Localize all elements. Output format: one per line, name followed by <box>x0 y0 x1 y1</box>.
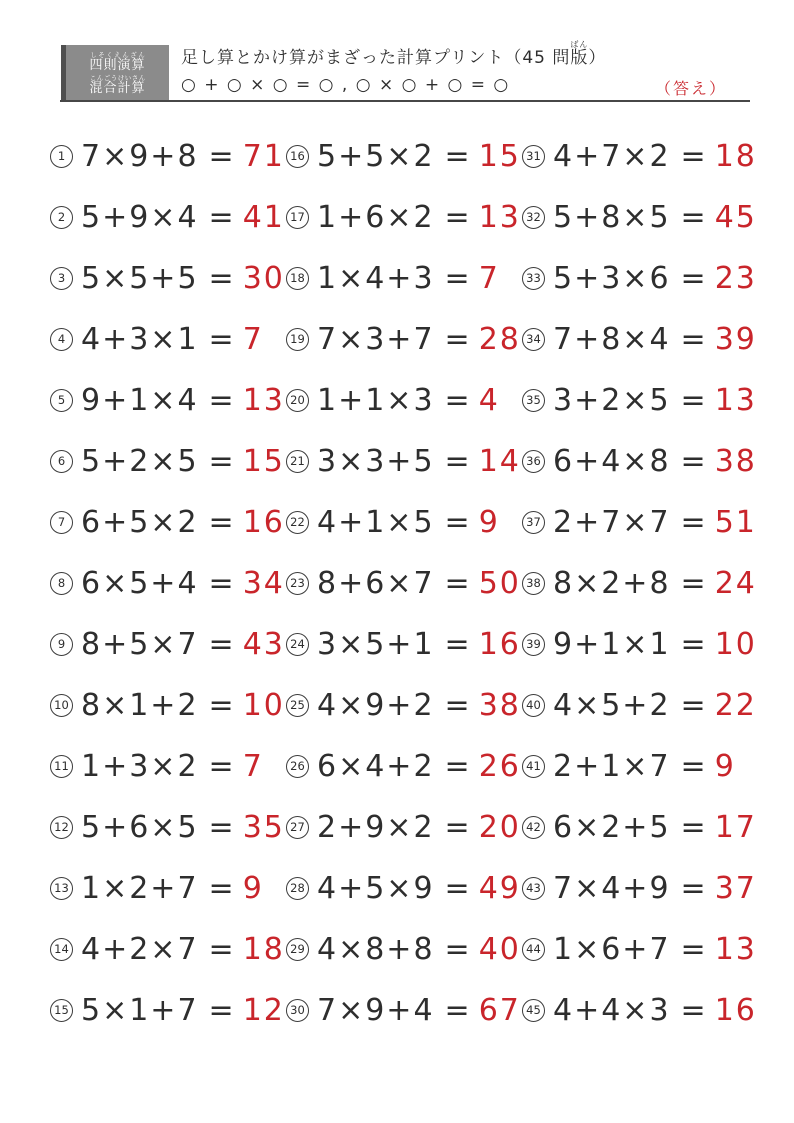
problem-number: 6 <box>50 450 73 473</box>
problem-number: 34 <box>522 328 545 351</box>
equals-sign: = <box>208 261 234 296</box>
problem-answer: 35 <box>242 810 285 845</box>
equals-sign: = <box>444 871 470 906</box>
problem-answer: 10 <box>714 627 757 662</box>
problem-expression: 8×2+8 <box>553 566 671 601</box>
problem-number: 30 <box>286 999 309 1022</box>
problem-expression: 1+6×2 <box>317 200 435 235</box>
problem-answer: 43 <box>242 627 285 662</box>
worksheet-subtitle: ○ + ○ × ○ = ○ , ○ × ○ + ○ = ○ <box>181 75 510 96</box>
equals-sign: = <box>444 810 470 845</box>
problem-row <box>50 675 286 736</box>
problem-number: 31 <box>522 145 545 168</box>
problem-row <box>50 126 286 187</box>
problem-number: 9 <box>50 633 73 656</box>
problem-row <box>522 248 758 309</box>
problem-expression: 5×5+5 <box>81 261 199 296</box>
problem-answer: 38 <box>478 688 521 723</box>
problem-answer: 41 <box>242 200 285 235</box>
problem-answer: 24 <box>714 566 757 601</box>
problem-answer: 16 <box>714 993 757 1028</box>
problem-row <box>286 187 522 248</box>
problem-number: 15 <box>50 999 73 1022</box>
problem-number: 39 <box>522 633 545 656</box>
problem-row <box>50 614 286 675</box>
problem-expression: 4+4×3 <box>553 993 671 1028</box>
problem-expression: 1+1×3 <box>317 383 435 418</box>
problem-expression: 6+4×8 <box>553 444 671 479</box>
problem-answer: 23 <box>714 261 757 296</box>
problem-number: 13 <box>50 877 73 900</box>
problem-row <box>50 919 286 980</box>
problem-number: 22 <box>286 511 309 534</box>
equals-sign: = <box>444 444 470 479</box>
problem-row <box>286 736 522 797</box>
header-divider <box>60 100 750 102</box>
problem-answer: 22 <box>714 688 757 723</box>
problem-answer: 12 <box>242 993 285 1028</box>
problem-row <box>286 919 522 980</box>
problem-number: 16 <box>286 145 309 168</box>
problem-number: 33 <box>522 267 545 290</box>
problem-expression: 1+3×2 <box>81 749 199 784</box>
equals-sign: = <box>444 688 470 723</box>
problem-row <box>286 431 522 492</box>
equals-sign: = <box>444 627 470 662</box>
problem-row <box>522 309 758 370</box>
equals-sign: = <box>208 810 234 845</box>
problem-answer: 20 <box>478 810 521 845</box>
equals-sign: = <box>680 993 706 1028</box>
problem-answer: 13 <box>714 383 757 418</box>
equals-sign: = <box>444 139 470 174</box>
equals-sign: = <box>680 871 706 906</box>
header-titles <box>181 40 606 95</box>
problem-expression: 1×4+3 <box>317 261 435 296</box>
problem-row <box>286 309 522 370</box>
problem-number: 25 <box>286 694 309 717</box>
equals-sign: = <box>444 322 470 357</box>
problem-answer: 45 <box>714 200 757 235</box>
equals-sign: = <box>444 505 470 540</box>
problem-expression: 9+1×4 <box>81 383 199 418</box>
problem-answer: 28 <box>478 322 521 357</box>
problem-row <box>522 980 758 1041</box>
worksheet-title: 足し算とかけ算がまざった計算プリント（45 問版ばん） <box>181 40 607 68</box>
problem-expression: 6×4+2 <box>317 749 435 784</box>
problem-number: 7 <box>50 511 73 534</box>
equals-sign: = <box>680 688 706 723</box>
problem-number: 8 <box>50 572 73 595</box>
equals-sign: = <box>208 444 234 479</box>
problem-number: 36 <box>522 450 545 473</box>
problem-number: 11 <box>50 755 73 778</box>
equals-sign: = <box>208 932 234 967</box>
problem-expression: 5+3×6 <box>553 261 671 296</box>
problem-answer: 26 <box>478 749 521 784</box>
problem-expression: 5×1+7 <box>81 993 199 1028</box>
problem-number: 24 <box>286 633 309 656</box>
problem-number: 40 <box>522 694 545 717</box>
problem-answer: 49 <box>478 871 521 906</box>
problem-answer: 16 <box>478 627 521 662</box>
problem-answer: 13 <box>478 200 521 235</box>
problem-number: 18 <box>286 267 309 290</box>
problem-number: 28 <box>286 877 309 900</box>
problem-expression: 5+9×4 <box>81 200 199 235</box>
equals-sign: = <box>680 566 706 601</box>
problem-number: 38 <box>522 572 545 595</box>
problem-row <box>286 492 522 553</box>
problem-number: 32 <box>522 206 545 229</box>
problem-row <box>522 370 758 431</box>
problem-row <box>286 858 522 919</box>
badge-line-kongo: 混合計算こんごうけいさん <box>89 73 146 96</box>
problem-row <box>522 187 758 248</box>
problem-number: 17 <box>286 206 309 229</box>
equals-sign: = <box>208 688 234 723</box>
equals-sign: = <box>680 444 706 479</box>
equals-sign: = <box>680 261 706 296</box>
problem-expression: 1×6+7 <box>553 932 671 967</box>
equals-sign: = <box>208 200 234 235</box>
problem-answer: 34 <box>242 566 285 601</box>
problem-row <box>50 980 286 1041</box>
problem-row <box>50 797 286 858</box>
problem-answer: 17 <box>714 810 757 845</box>
problem-row <box>522 126 758 187</box>
category-badge <box>61 45 169 101</box>
problem-number: 19 <box>286 328 309 351</box>
problem-row <box>522 492 758 553</box>
problem-expression: 8+5×7 <box>81 627 199 662</box>
problem-expression: 9+1×1 <box>553 627 671 662</box>
problem-expression: 7×4+9 <box>553 871 671 906</box>
problem-number: 37 <box>522 511 545 534</box>
problem-expression: 3×5+1 <box>317 627 435 662</box>
equals-sign: = <box>680 810 706 845</box>
problem-expression: 4+1×5 <box>317 505 435 540</box>
problem-expression: 4+5×9 <box>317 871 435 906</box>
problem-number: 43 <box>522 877 545 900</box>
problem-answer: 7 <box>478 261 500 296</box>
problem-row <box>522 858 758 919</box>
problem-number: 27 <box>286 816 309 839</box>
problem-expression: 2+7×7 <box>553 505 671 540</box>
problem-answer: 9 <box>478 505 500 540</box>
problem-row <box>286 614 522 675</box>
problem-answer: 51 <box>714 505 757 540</box>
problem-expression: 3×3+5 <box>317 444 435 479</box>
problem-answer: 67 <box>478 993 521 1028</box>
problem-answer: 40 <box>478 932 521 967</box>
problem-row <box>522 614 758 675</box>
problem-row <box>50 553 286 614</box>
problem-expression: 8+6×7 <box>317 566 435 601</box>
problem-row <box>522 553 758 614</box>
equals-sign: = <box>208 871 234 906</box>
problem-row <box>522 675 758 736</box>
problem-number: 10 <box>50 694 73 717</box>
problem-row <box>286 675 522 736</box>
equals-sign: = <box>444 749 470 784</box>
problem-number: 3 <box>50 267 73 290</box>
problem-number: 29 <box>286 938 309 961</box>
problem-answer: 39 <box>714 322 757 357</box>
equals-sign: = <box>680 322 706 357</box>
problem-number: 5 <box>50 389 73 412</box>
problem-expression: 3+2×5 <box>553 383 671 418</box>
equals-sign: = <box>208 749 234 784</box>
problem-expression: 4×5+2 <box>553 688 671 723</box>
problem-expression: 5+6×5 <box>81 810 199 845</box>
problem-expression: 7×9+4 <box>317 993 435 1028</box>
equals-sign: = <box>680 383 706 418</box>
equals-sign: = <box>208 139 234 174</box>
problem-expression: 6+5×2 <box>81 505 199 540</box>
equals-sign: = <box>680 505 706 540</box>
problem-row <box>522 797 758 858</box>
problem-answer: 7 <box>242 322 264 357</box>
problem-row <box>50 492 286 553</box>
problem-number: 2 <box>50 206 73 229</box>
answer-key-label: （答え） <box>655 79 728 98</box>
problem-row <box>50 858 286 919</box>
problem-answer: 4 <box>478 383 500 418</box>
problem-number: 21 <box>286 450 309 473</box>
problem-answer: 16 <box>242 505 285 540</box>
equals-sign: = <box>208 627 234 662</box>
problem-expression: 4×9+2 <box>317 688 435 723</box>
problem-number: 26 <box>286 755 309 778</box>
problem-expression: 2+9×2 <box>317 810 435 845</box>
problem-number: 23 <box>286 572 309 595</box>
problem-expression: 4×8+8 <box>317 932 435 967</box>
problem-answer: 14 <box>478 444 521 479</box>
problem-row <box>286 248 522 309</box>
equals-sign: = <box>680 749 706 784</box>
equals-sign: = <box>444 932 470 967</box>
problem-answer: 13 <box>242 383 285 418</box>
problem-answer: 30 <box>242 261 285 296</box>
problem-expression: 4+3×1 <box>81 322 199 357</box>
problem-row <box>286 126 522 187</box>
problem-expression: 7×9+8 <box>81 139 199 174</box>
problem-number: 35 <box>522 389 545 412</box>
problem-answer: 9 <box>242 871 264 906</box>
problem-number: 12 <box>50 816 73 839</box>
problems-grid <box>50 126 758 1041</box>
equals-sign: = <box>208 322 234 357</box>
problem-expression: 4+2×7 <box>81 932 199 967</box>
problem-answer: 38 <box>714 444 757 479</box>
problem-number: 45 <box>522 999 545 1022</box>
problem-row <box>286 370 522 431</box>
problem-row <box>50 248 286 309</box>
problem-answer: 37 <box>714 871 757 906</box>
problem-answer: 18 <box>242 932 285 967</box>
problem-expression: 4+7×2 <box>553 139 671 174</box>
problem-answer: 50 <box>478 566 521 601</box>
problem-expression: 7×3+7 <box>317 322 435 357</box>
equals-sign: = <box>208 383 234 418</box>
problem-answer: 10 <box>242 688 285 723</box>
problem-row <box>286 980 522 1041</box>
problem-row <box>50 309 286 370</box>
problem-number: 14 <box>50 938 73 961</box>
problem-row <box>286 797 522 858</box>
problem-row <box>522 736 758 797</box>
equals-sign: = <box>444 200 470 235</box>
problem-answer: 13 <box>714 932 757 967</box>
problem-row <box>50 187 286 248</box>
problem-answer: 7 <box>242 749 264 784</box>
equals-sign: = <box>444 261 470 296</box>
equals-sign: = <box>680 932 706 967</box>
problem-expression: 7+8×4 <box>553 322 671 357</box>
problem-expression: 6×5+4 <box>81 566 199 601</box>
problem-answer: 15 <box>478 139 521 174</box>
equals-sign: = <box>208 505 234 540</box>
problem-number: 41 <box>522 755 545 778</box>
problem-row <box>522 431 758 492</box>
problem-expression: 2+1×7 <box>553 749 671 784</box>
problem-answer: 15 <box>242 444 285 479</box>
equals-sign: = <box>444 383 470 418</box>
equals-sign: = <box>208 566 234 601</box>
problem-answer: 18 <box>714 139 757 174</box>
equals-sign: = <box>680 627 706 662</box>
problem-expression: 1×2+7 <box>81 871 199 906</box>
problem-expression: 8×1+2 <box>81 688 199 723</box>
problem-expression: 6×2+5 <box>553 810 671 845</box>
problem-answer: 71 <box>242 139 285 174</box>
problem-number: 42 <box>522 816 545 839</box>
problem-number: 20 <box>286 389 309 412</box>
equals-sign: = <box>444 566 470 601</box>
equals-sign: = <box>208 993 234 1028</box>
problem-number: 44 <box>522 938 545 961</box>
problem-row <box>50 370 286 431</box>
problem-answer: 9 <box>714 749 736 784</box>
badge-line-shisoku: 四則演算しそくえんざん <box>89 50 146 73</box>
equals-sign: = <box>680 200 706 235</box>
problem-number: 1 <box>50 145 73 168</box>
problem-row <box>50 431 286 492</box>
problem-row <box>522 919 758 980</box>
equals-sign: = <box>444 993 470 1028</box>
problem-row <box>286 553 522 614</box>
problem-expression: 5+8×5 <box>553 200 671 235</box>
problem-expression: 5+5×2 <box>317 139 435 174</box>
problem-row <box>50 736 286 797</box>
problem-expression: 5+2×5 <box>81 444 199 479</box>
problem-number: 4 <box>50 328 73 351</box>
equals-sign: = <box>680 139 706 174</box>
